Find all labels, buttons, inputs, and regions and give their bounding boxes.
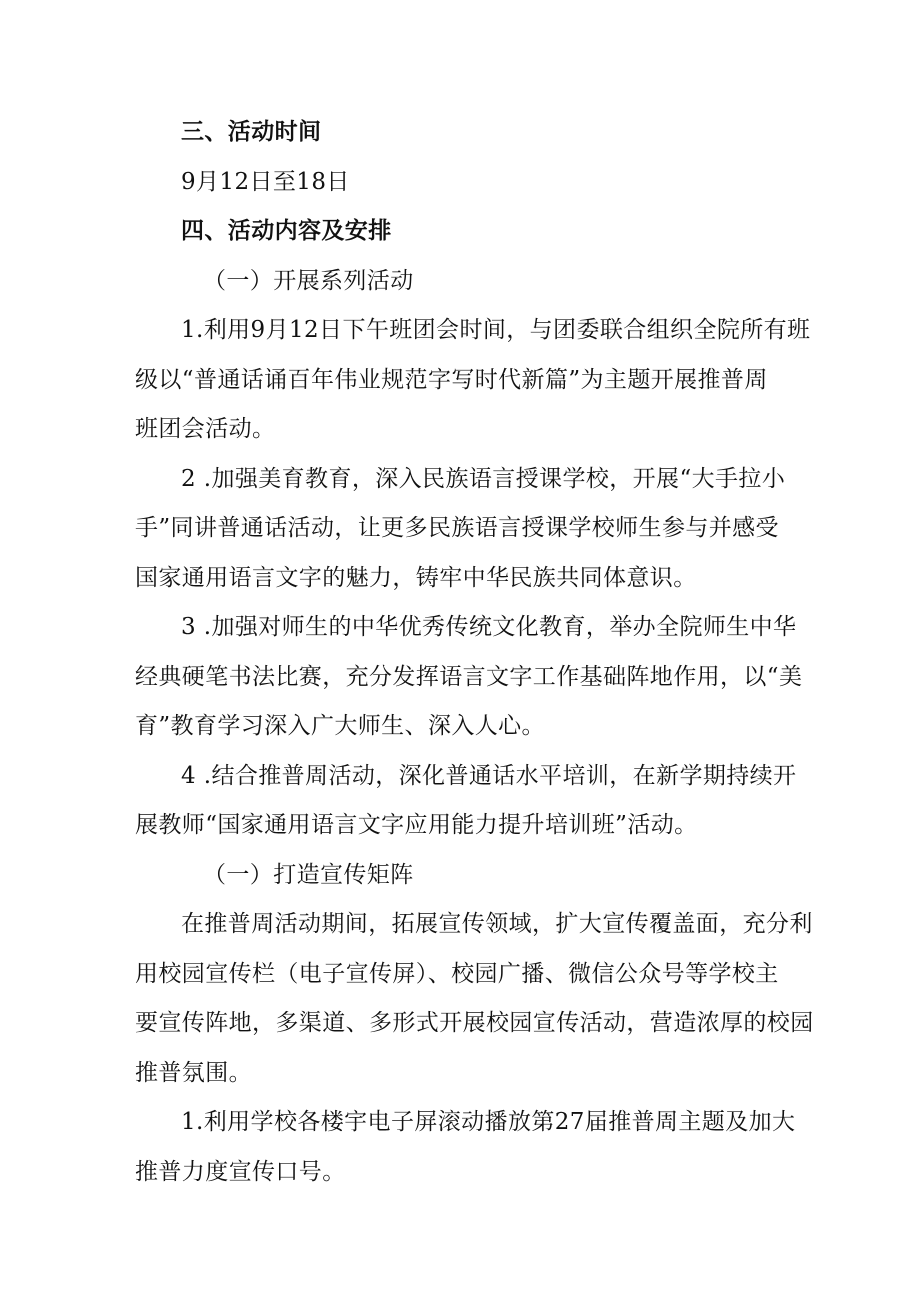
paragraph-line: 在推普周活动期间，拓展宣传领域，扩大宣传覆盖面，充分利	[181, 911, 813, 937]
subsection-2-heading: （一）打造宣传矩阵	[203, 861, 414, 888]
paragraph-line: 育”教育学习深入广大师生、深入人心。	[135, 713, 545, 739]
activity-item-2	[135, 455, 795, 604]
paragraph-line: 班团会活动。	[135, 416, 276, 442]
activity-item-3	[135, 603, 803, 752]
paragraph-line: 2 .加强美育教育，深入民族语言授课学校，开展“大手拉小	[181, 465, 786, 492]
paragraph-line: 用校园宣传栏（电子宣传屏）、校园广播、微信公众号等学校主	[135, 960, 779, 987]
paragraph-line: 3 .加强对师生的中华优秀传统文化教育，举办全院师生中华	[181, 614, 797, 640]
section-4-heading: 四、活动内容及安排	[181, 218, 392, 244]
section-3-heading: 三、活动时间	[181, 119, 322, 145]
publicity-item-1	[135, 1098, 795, 1197]
activity-item-1	[135, 306, 811, 455]
subsection-1-heading: （一）开展系列活动	[203, 267, 414, 294]
paragraph-line: 经典硬笔书法比赛，充分发挥语言文字工作基础阵地作用，以“美	[135, 663, 803, 690]
paragraph-line: 级以“普通话诵百年伟业规范字写时代新篇”为主题开展推普周	[135, 366, 768, 393]
paragraph-line: 1.利用9月12日下午班团会时间，与团委联合组织全院所有班	[181, 317, 811, 343]
paragraph-line: 手”同讲普通话活动，让更多民族语言授课学校师生参与并感受	[135, 515, 779, 541]
activity-date: 9月12日至18日	[181, 168, 350, 195]
publicity-intro	[135, 900, 814, 1098]
paragraph-line: 要宣传阵地，多渠道、多形式开展校园宣传活动，营造浓厚的校园	[135, 1010, 814, 1036]
paragraph-line: 展教师“国家通用语言文字应用能力提升培训班”活动。	[135, 812, 698, 838]
paragraph-line: 国家通用语言文字的魅力，铸牢中华民族共同体意识。	[135, 564, 697, 591]
activity-item-4	[135, 752, 795, 851]
document-body	[135, 108, 814, 1197]
paragraph-line: 推普氛围。	[135, 1059, 252, 1086]
paragraph-line: 1.利用学校各楼宇电子屏滚动播放第27届推普周主题及加大	[181, 1109, 796, 1135]
paragraph-line: 4 .结合推普周活动，深化普通话水平培训，在新学期持续开	[181, 762, 797, 789]
paragraph-line: 推普力度宣传口号。	[135, 1158, 346, 1185]
